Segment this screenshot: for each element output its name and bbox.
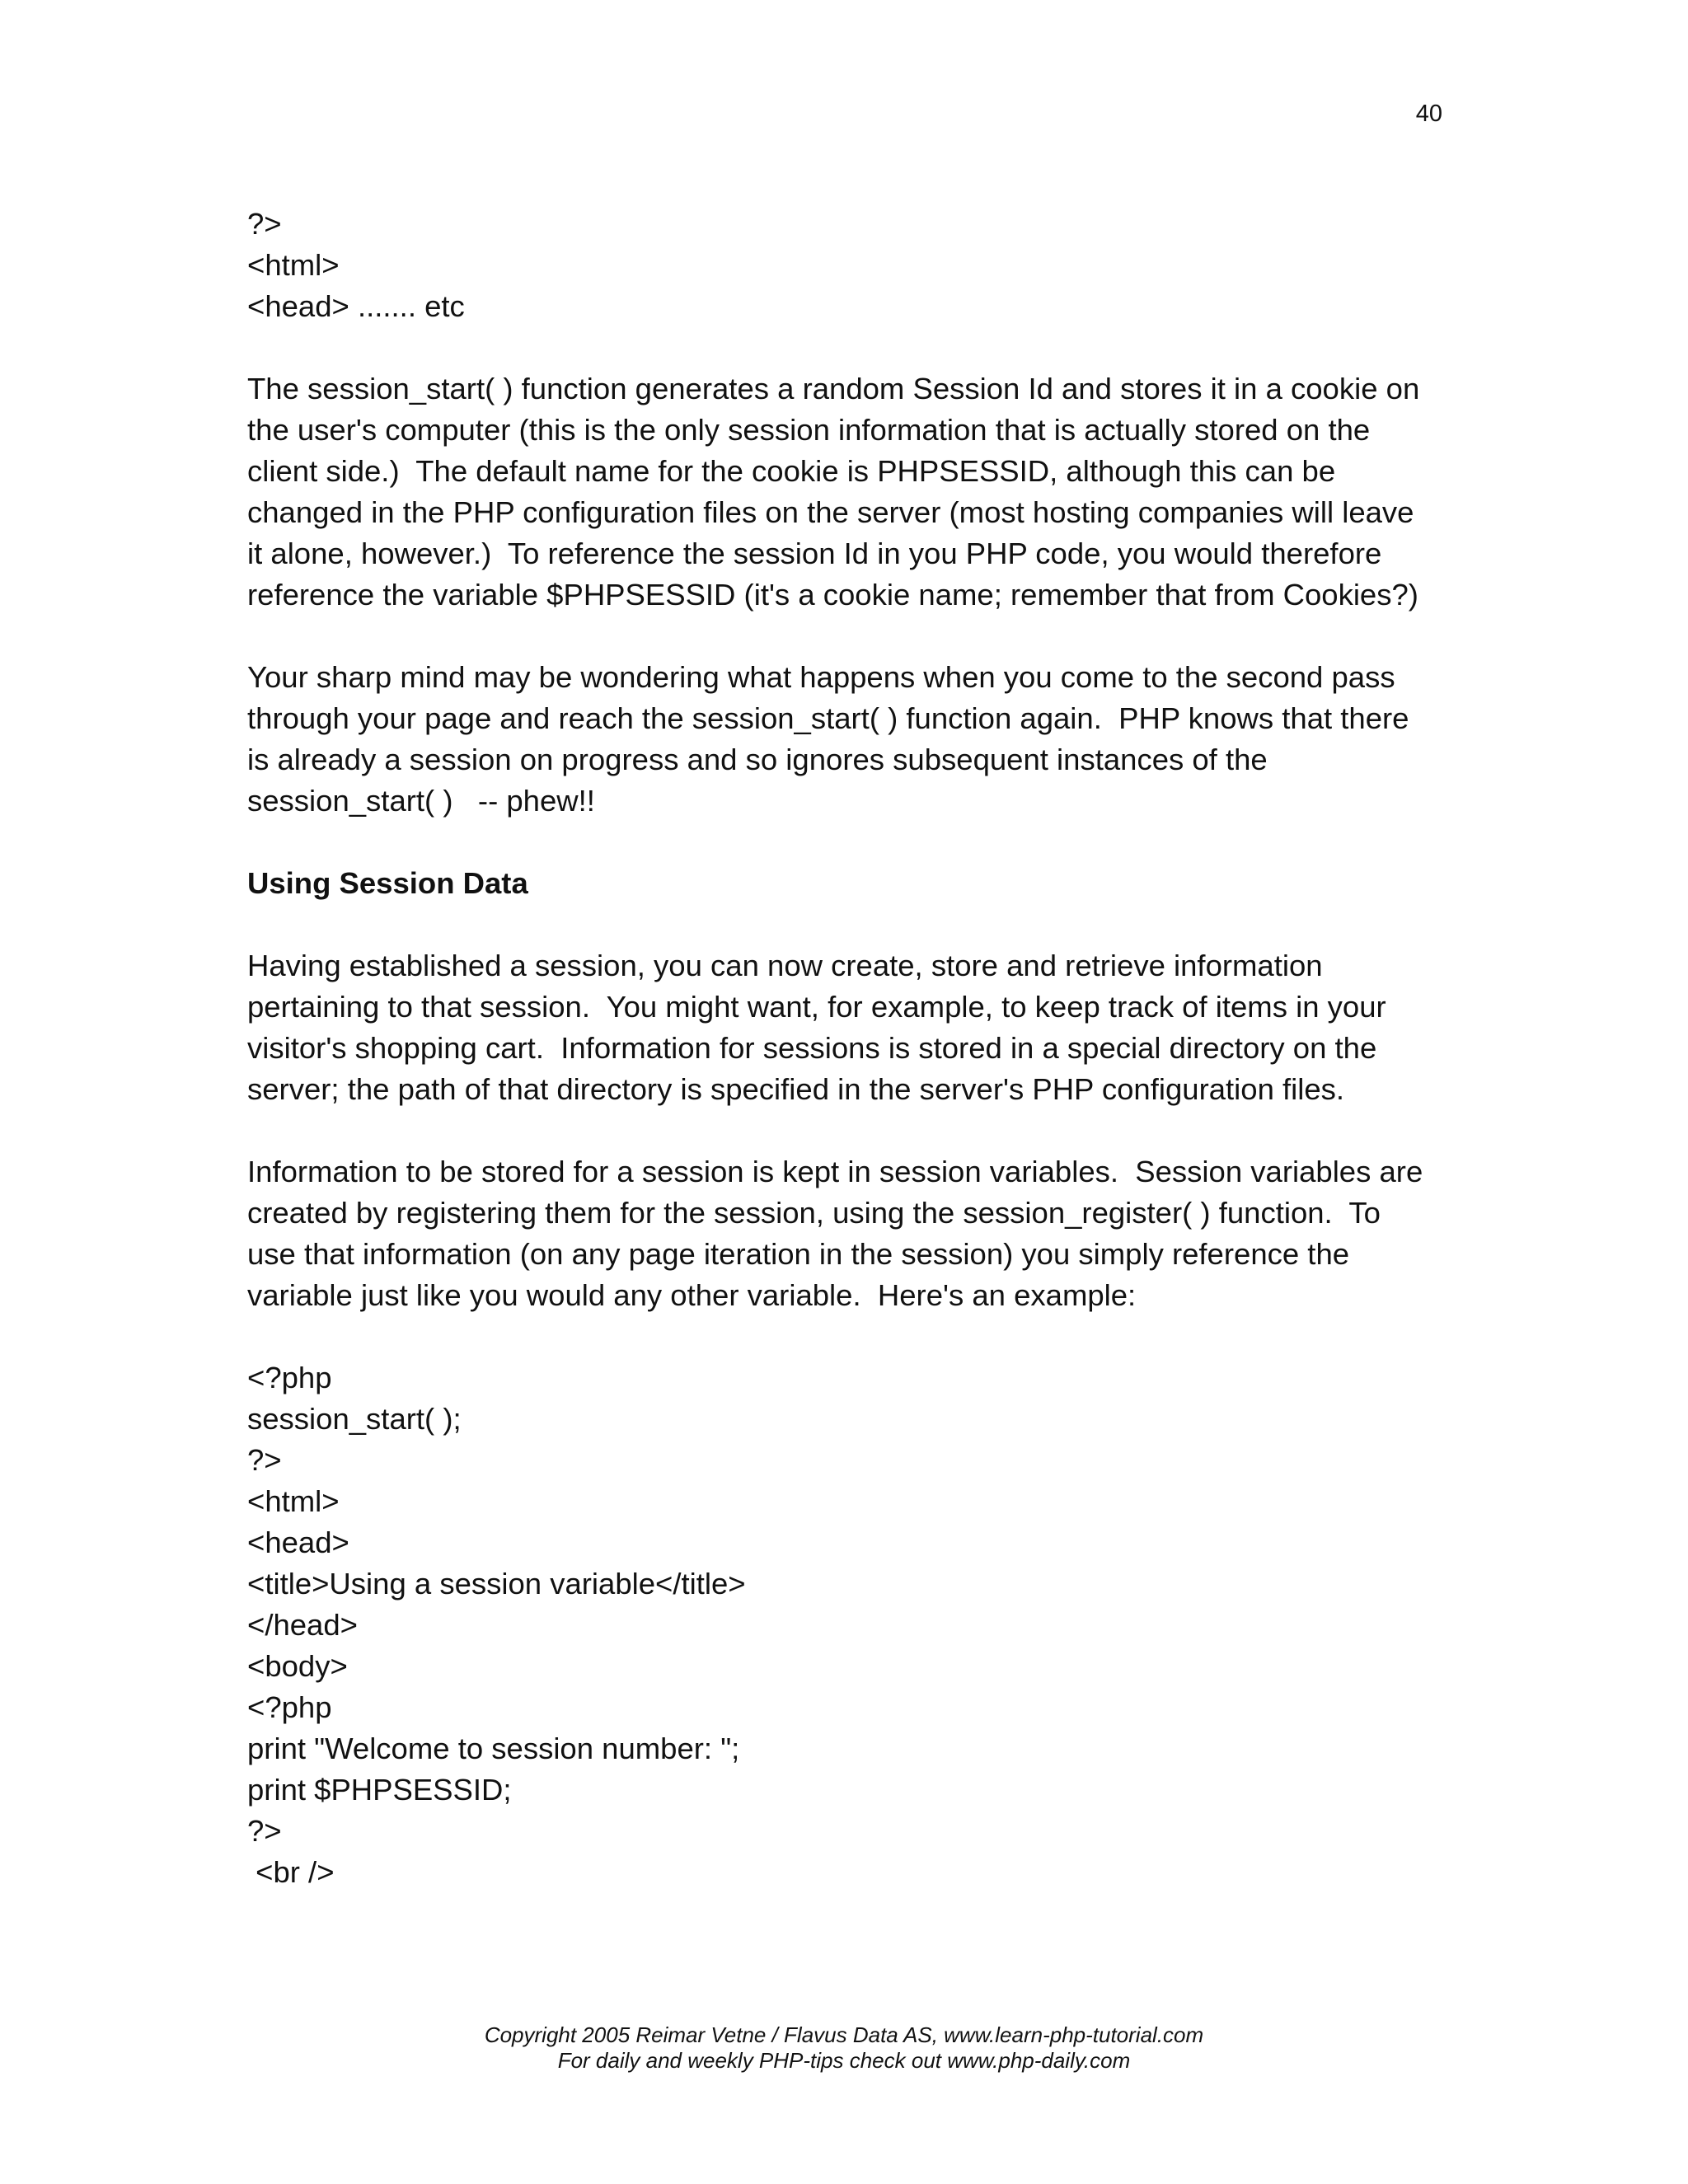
paragraph-second-pass bbox=[247, 657, 1451, 822]
text-line: client side.) The default name for the cookie is PHPSESSID, although this can be bbox=[247, 454, 1336, 488]
code-line: <body> bbox=[247, 1649, 348, 1683]
paragraph-gap bbox=[247, 1316, 1451, 1357]
paragraph-session-start bbox=[247, 368, 1451, 616]
text-line: through your page and reach the session_start( ) function again. PHP knows that there bbox=[247, 701, 1409, 735]
text-line: changed in the PHP configuration files on the server (most hosting companies will leave bbox=[247, 495, 1414, 529]
paragraph-gap bbox=[247, 327, 1451, 368]
code-line: print $PHPSESSID; bbox=[247, 1773, 512, 1807]
code-line: ?> bbox=[247, 207, 282, 241]
code-line: print "Welcome to session number: "; bbox=[247, 1732, 740, 1765]
paragraph-gap bbox=[247, 1110, 1451, 1151]
code-line: <html> bbox=[247, 248, 340, 282]
code-line: <?php bbox=[247, 1690, 332, 1724]
text-line: The session_start( ) function generates a random Session Id and stores it in a cookie on bbox=[247, 372, 1420, 405]
page-footer bbox=[0, 2022, 1688, 2074]
code-line: </head> bbox=[247, 1608, 358, 1642]
code-line: session_start( ); bbox=[247, 1402, 462, 1436]
text-line: use that information (on any page iteration in the session) you simply reference the bbox=[247, 1237, 1350, 1271]
text-line: pertaining to that session. You might want, for example, to keep track of items in your bbox=[247, 990, 1386, 1024]
code-line: <head> ....... etc bbox=[247, 289, 465, 323]
code-line: ?> bbox=[247, 1443, 282, 1477]
footer-copyright: Copyright 2005 Reimar Vetne / Flavus Data AS, www.learn-php-tutorial.com bbox=[484, 2022, 1204, 2047]
text-line: Having established a session, you can now create, store and retrieve information bbox=[247, 949, 1323, 982]
footer-tips: For daily and weekly PHP-tips check out www.php-daily.com bbox=[557, 2048, 1131, 2073]
code-line: <html> bbox=[247, 1484, 340, 1518]
code-example bbox=[247, 1357, 1451, 1893]
paragraph-session-data bbox=[247, 945, 1451, 1110]
code-line: ?> bbox=[247, 1814, 282, 1848]
section-heading: Using Session Data bbox=[247, 866, 528, 900]
text-line: Information to be stored for a session is kept in session variables. Session variables are bbox=[247, 1155, 1423, 1188]
paragraph-gap bbox=[247, 904, 1451, 945]
paragraph-session-variables bbox=[247, 1151, 1451, 1316]
text-line: the user's computer (this is the only session information that is actually stored on the bbox=[247, 413, 1371, 447]
paragraph-gap bbox=[247, 616, 1451, 657]
text-line: server; the path of that directory is specified in the server's PHP configuration files. bbox=[247, 1072, 1345, 1106]
text-line: Your sharp mind may be wondering what happens when you come to the second pass bbox=[247, 660, 1395, 694]
text-line: visitor's shopping cart. Information for sessions is stored in a special directory on the bbox=[247, 1031, 1377, 1065]
code-line: <title>Using a session variable</title> bbox=[247, 1567, 746, 1601]
text-line: session_start( ) -- phew!! bbox=[247, 784, 595, 818]
text-line: it alone, however.) To reference the session Id in you PHP code, you would therefore bbox=[247, 537, 1382, 570]
text-line: created by registering them for the session, using the session_register( ) function. To bbox=[247, 1196, 1381, 1230]
page-number: 40 bbox=[1415, 101, 1442, 127]
text-line: is already a session on progress and so ignores subsequent instances of the bbox=[247, 743, 1268, 776]
text-line: reference the variable $PHPSESSID (it's a cookie name; remember that from Cookies?) bbox=[247, 578, 1418, 612]
text-line: variable just like you would any other variable. Here's an example: bbox=[247, 1278, 1137, 1312]
code-line: <head> bbox=[247, 1526, 349, 1559]
code-line: <?php bbox=[247, 1361, 332, 1394]
paragraph-gap bbox=[247, 822, 1451, 863]
code-line: <br /> bbox=[247, 1855, 335, 1889]
page-content bbox=[247, 204, 1451, 1893]
code-snippet-top bbox=[247, 204, 1451, 327]
